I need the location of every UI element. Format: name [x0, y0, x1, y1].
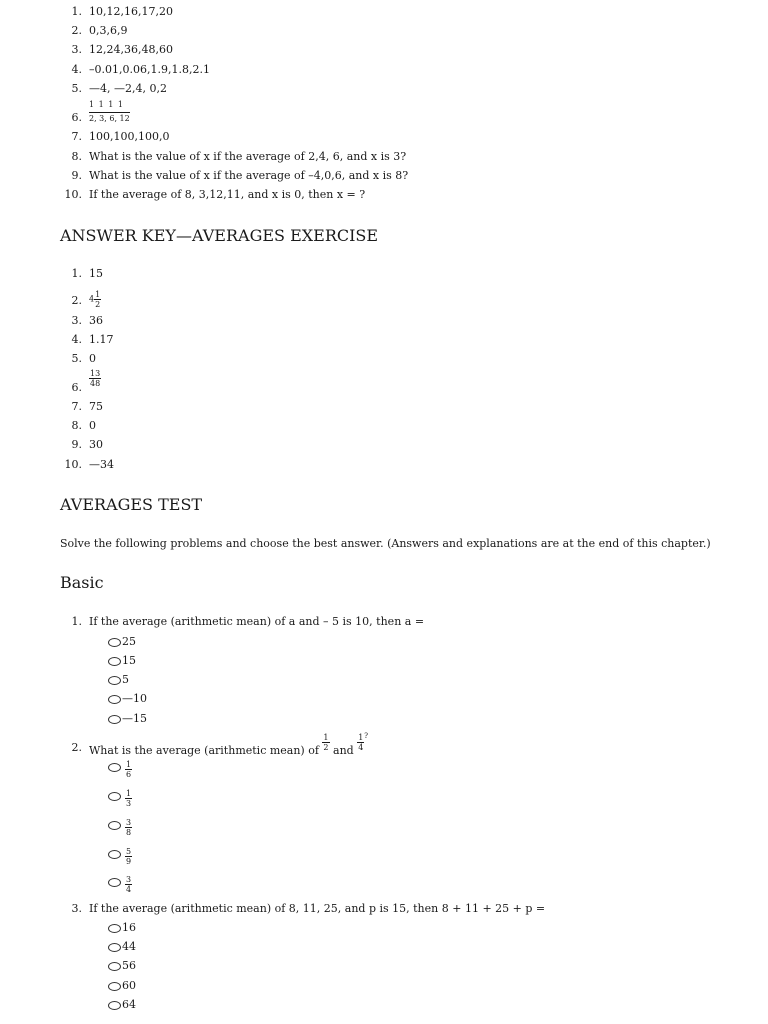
question-text: If the average (arithmetic mean) of a and – 5 is 10, then a =: [89, 615, 425, 628]
fraction: [322, 733, 329, 752]
numerator: 1: [126, 760, 132, 769]
answer-option[interactable]: [108, 847, 132, 866]
numerator: 3: [126, 875, 132, 884]
item-text: 100,100,100,0: [89, 130, 170, 143]
fraction: [125, 875, 132, 894]
answer-option[interactable]: [108, 673, 129, 686]
item-text: What is the value of x if the average of 2,4, 6, and x is 3?: [89, 150, 407, 163]
question-text: and: [333, 743, 354, 757]
radio-icon[interactable]: [108, 962, 121, 971]
answer-option[interactable]: [108, 789, 132, 808]
item-text: What is the value of x if the average of –4,0,6, and x is 8?: [89, 169, 409, 182]
instructions: Solve the following problems and choose the best answer. (Answers and explanations are at the end of this chapter.): [60, 537, 711, 550]
numerator: 1: [95, 290, 101, 299]
item-number: 6.: [71, 111, 82, 124]
question-text: What is the average (arithmetic mean) of: [89, 743, 319, 757]
item-number: 10.: [64, 188, 82, 201]
numerator: 3: [126, 818, 132, 827]
item-text: —4, —2,4, 0,2: [89, 82, 167, 95]
item-text: —34: [89, 458, 114, 471]
answer-option[interactable]: [108, 979, 136, 992]
answer-option[interactable]: [108, 692, 147, 705]
item-number: 5.: [71, 352, 82, 365]
item-number: 2.: [71, 294, 82, 307]
item-number: 6.: [71, 381, 82, 394]
denominator: 48: [90, 379, 101, 388]
item-number: 1.: [71, 267, 82, 280]
denominator: 2: [323, 743, 329, 753]
question-mark: ?: [364, 732, 369, 740]
radio-icon[interactable]: [108, 715, 121, 724]
radio-icon[interactable]: [108, 821, 121, 830]
radio-icon[interactable]: [108, 943, 121, 952]
radio-icon[interactable]: [108, 924, 121, 933]
radio-icon[interactable]: [108, 676, 121, 685]
numerator: 1: [126, 789, 132, 798]
option-label: 5: [122, 673, 129, 686]
numerator: 1: [358, 733, 364, 743]
item-number: 4.: [71, 63, 82, 76]
radio-icon[interactable]: [108, 657, 121, 666]
option-label: —10: [122, 692, 147, 705]
item-text: If the average of 8, 3,12,11, and x is 0, then x = ?: [89, 188, 366, 201]
denominator: 4: [358, 743, 364, 753]
item-number: 9.: [71, 169, 82, 182]
item-text: 15: [89, 267, 103, 280]
answer-option[interactable]: [108, 760, 132, 779]
denominator: 6: [126, 770, 132, 779]
item-number: 5.: [71, 82, 82, 95]
item-text: –0.01,0.06,1.9,1.8,2.1: [89, 63, 210, 76]
fraction: [94, 290, 101, 309]
numerator: 5: [126, 847, 132, 856]
section-heading: Basic: [60, 573, 104, 592]
fraction-numerators: 1 1 1 1: [89, 100, 124, 109]
fraction: [89, 369, 101, 388]
question-number: 1.: [71, 615, 82, 628]
item-number: 4.: [71, 333, 82, 346]
item-number: 10.: [64, 458, 82, 471]
question-text: If the average (arithmetic mean) of 8, 11, 25, and p is 15, then 8 + 11 + 25 + p =: [89, 902, 546, 915]
answer-option[interactable]: [108, 940, 136, 953]
fraction-denominators: 2, 3, 6, 12: [89, 114, 130, 123]
radio-icon[interactable]: [108, 1001, 121, 1010]
denominator: 9: [126, 857, 132, 866]
option-label: 60: [122, 979, 136, 992]
radio-icon[interactable]: [108, 878, 121, 887]
fraction: [125, 760, 132, 779]
item-number: 9.: [71, 438, 82, 451]
item-number: 1.: [71, 5, 82, 18]
item-text: 0: [89, 419, 96, 432]
item-text: 10,12,16,17,20: [89, 5, 173, 18]
fraction-wrapper: [89, 369, 101, 388]
mixed-number: [89, 290, 101, 309]
item-number: 8.: [71, 150, 82, 163]
answer-option[interactable]: [108, 818, 132, 837]
item-text: 12,24,36,48,60: [89, 43, 173, 56]
item-text: 0,3,6,9: [89, 24, 128, 37]
item-text: 75: [89, 400, 103, 413]
option-label: 15: [122, 654, 136, 667]
denominator: 4: [126, 885, 132, 894]
numerator: 1: [323, 733, 329, 743]
item-number: 3.: [71, 314, 82, 327]
item-number: 3.: [71, 43, 82, 56]
denominator: 2: [95, 300, 101, 309]
answer-option[interactable]: [108, 921, 136, 934]
question-number: 2.: [71, 741, 82, 754]
item-text: 1.17: [89, 333, 114, 346]
radio-icon[interactable]: [108, 850, 121, 859]
answer-option[interactable]: [108, 654, 136, 667]
radio-icon[interactable]: [108, 695, 121, 704]
option-label: 25: [122, 635, 136, 648]
fraction: [125, 847, 132, 866]
option-label: 44: [122, 940, 136, 953]
option-label: —15: [122, 712, 147, 725]
item-text: 36: [89, 314, 103, 327]
answer-key-heading: ANSWER KEY—AVERAGES EXERCISE: [60, 226, 379, 245]
fraction: [357, 733, 364, 752]
radio-icon[interactable]: [108, 792, 121, 801]
option-label: 56: [122, 959, 136, 972]
radio-icon[interactable]: [108, 982, 121, 991]
item-number: 8.: [71, 419, 82, 432]
answer-option[interactable]: [108, 959, 136, 972]
option-label: 64: [122, 998, 136, 1011]
test-heading: AVERAGES TEST: [60, 495, 203, 514]
question-number: 3.: [71, 902, 82, 915]
denominator: 3: [126, 799, 132, 808]
whole-part: 4: [89, 294, 95, 304]
radio-icon[interactable]: [108, 763, 121, 772]
option-label: 16: [122, 921, 136, 934]
item-number: 2.: [71, 24, 82, 37]
fraction: [125, 789, 132, 808]
item-text: 30: [89, 438, 103, 451]
radio-icon[interactable]: [108, 638, 121, 647]
answer-option[interactable]: [108, 998, 136, 1011]
answer-option[interactable]: [108, 635, 136, 648]
answer-option[interactable]: [108, 712, 147, 725]
fraction: [125, 818, 132, 837]
item-number: 7.: [71, 130, 82, 143]
answer-option[interactable]: [108, 875, 132, 894]
item-text: 0: [89, 352, 96, 365]
item-number: 7.: [71, 400, 82, 413]
denominator: 8: [126, 828, 132, 837]
numerator: 13: [90, 369, 101, 378]
